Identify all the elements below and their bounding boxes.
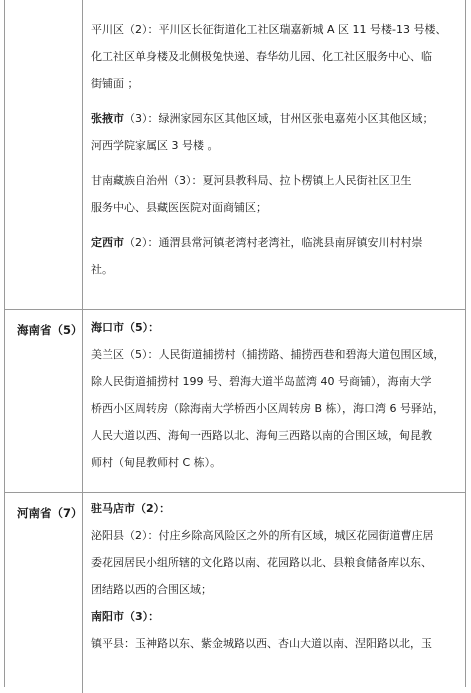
province-cell: 海南省（5） — [17, 323, 83, 337]
area-line: 人民大道以西、海甸一西路以北、海甸三西路以南的合围区域，甸昆教 — [91, 429, 432, 442]
column-divider — [82, 310, 83, 492]
area-line: 师村（甸昆教师村 C 栋）。 — [91, 456, 222, 469]
city-name: 张掖市 — [91, 112, 124, 125]
area-line: 张掖市（3）：绿洲家园东区其他区域，甘州区张电嘉苑小区其他区域； — [91, 112, 434, 125]
table-row — [5, 310, 465, 493]
area-line: 平川区（2）：平川区长征街道化工社区瑞嘉新城 A 区 11 号楼-13 号楼、 — [91, 23, 447, 36]
area-line: 南阳市（3）： — [91, 610, 160, 623]
area-line: 社。 — [91, 263, 113, 276]
area-line: 驻马店市（2）： — [91, 502, 171, 515]
area-line: 海口市（5）： — [91, 321, 160, 334]
city-name: 驻马店市 — [91, 502, 135, 515]
city-name: 海口市 — [91, 321, 124, 334]
column-divider — [82, 493, 83, 693]
risk-area-table — [4, 0, 466, 687]
area-line: 除人民街道捕捞村 199 号、碧海大道半岛蓝湾 40 号商铺），海南大学 — [91, 375, 432, 388]
area-line: 河西学院家属区 3 号楼 。 — [91, 139, 219, 152]
area-line: 服务中心、县藏医医院对面商铺区； — [91, 201, 267, 214]
area-line: 委花园居民小组所辖的文化路以南、花园路以北、县粮食储备库以东、 — [91, 556, 432, 569]
area-line: 美兰区（5）：人民街道捕捞村（捕捞路、捕捞西巷和碧海大道包围区域， — [91, 348, 445, 361]
table-row — [5, 0, 465, 310]
area-list-cell — [91, 310, 461, 476]
area-list-cell — [91, 0, 461, 283]
area-line: 镇平县：玉神路以东、紫金城路以西、杏山大道以南、涅阳路以北，玉 — [91, 637, 432, 650]
city-name: 南阳市 — [91, 610, 124, 623]
column-divider — [82, 0, 83, 309]
area-list-cell — [91, 493, 461, 657]
area-line: 甘南藏族自治州（3）：夏河县教科局、拉卜楞镇上人民街社区卫生 — [91, 174, 412, 187]
area-line: 桥西小区周转房（除海南大学桥西小区周转房 B 栋），海口湾 6 号驿站， — [91, 402, 445, 415]
area-line: 化工社区单身楼及北侧极兔快递、春华幼儿园、化工社区服务中心、临 — [91, 50, 432, 63]
area-line: 泌阳县（2）：付庄乡除高风险区之外的所有区域，城区花园街道曹庄居 — [91, 529, 434, 542]
area-line: 团结路以西的合围区域； — [91, 583, 212, 596]
city-name: 定西市 — [91, 236, 124, 249]
province-cell: 河南省（7） — [17, 506, 83, 520]
area-line: 街铺面 ； — [91, 77, 139, 90]
table-row — [5, 493, 465, 693]
area-line: 定西市（2）：通渭县常河镇老湾村老湾社，临洮县南屏镇安川村村崇 — [91, 236, 423, 249]
